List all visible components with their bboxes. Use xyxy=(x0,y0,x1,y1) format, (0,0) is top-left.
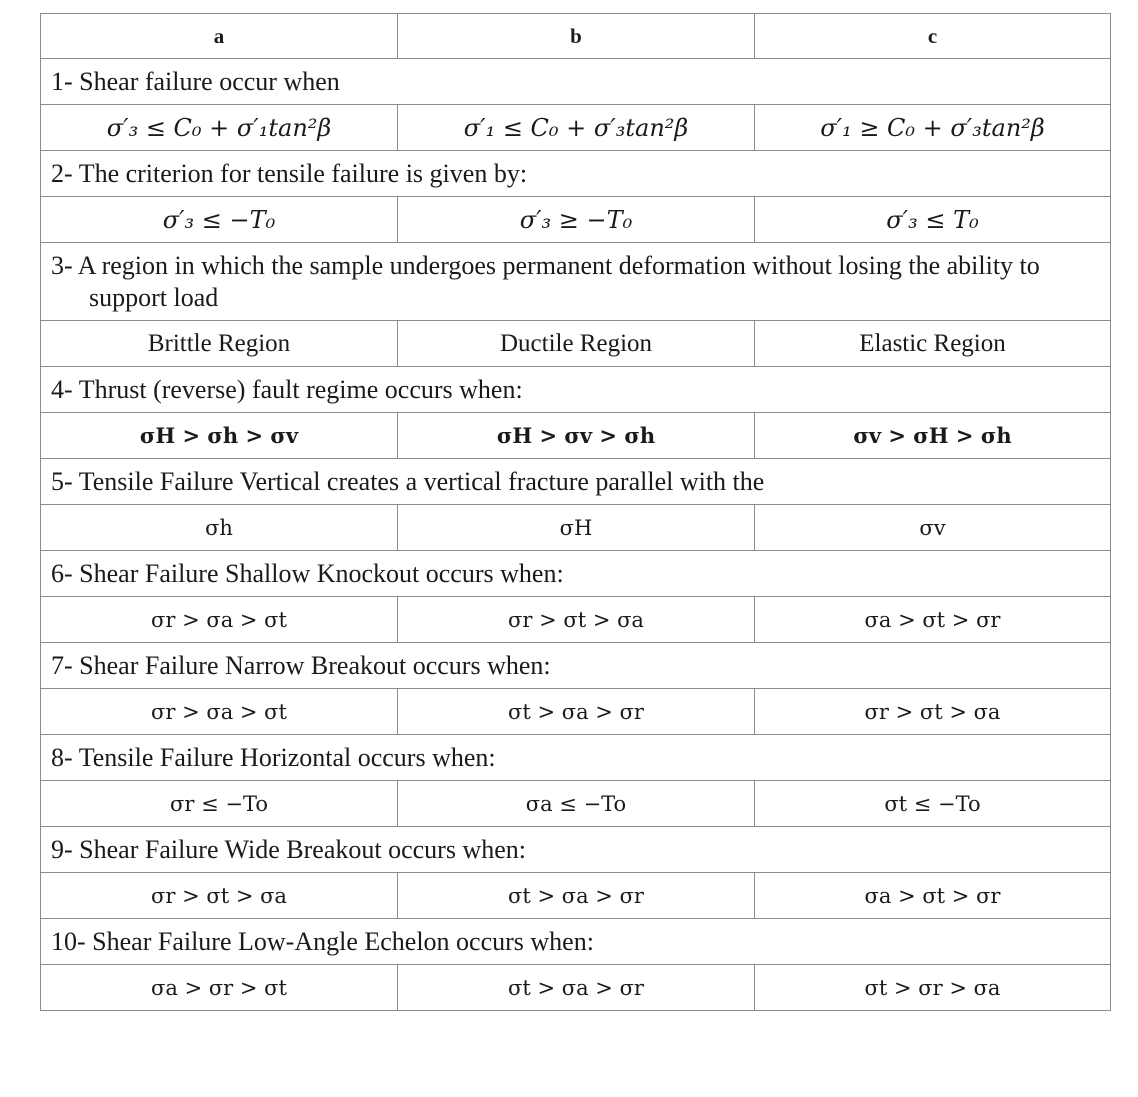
option-text-7-a: σr > σa > σt xyxy=(151,699,287,724)
question-row-4 xyxy=(41,367,1111,413)
quiz-body xyxy=(41,14,1111,1011)
question-row-6 xyxy=(41,551,1111,597)
option-text-10-c: σt > σr > σa xyxy=(864,975,1001,1000)
option-10-a[interactable] xyxy=(41,965,398,1011)
question-text-6: 6- Shear Failure Shallow Knockout occurs when: xyxy=(51,558,564,588)
option-1-b[interactable] xyxy=(398,105,755,151)
question-cell-4 xyxy=(41,367,1111,413)
option-text-5-a: σh xyxy=(205,515,233,540)
answer-row-9 xyxy=(41,873,1111,919)
header-a: a xyxy=(41,14,398,59)
question-text-2: 2- The criterion for tensile failure is given by: xyxy=(51,158,528,188)
header-c: c xyxy=(755,14,1111,59)
option-text-6-c: σa > σt > σr xyxy=(864,607,1001,632)
question-cell-9 xyxy=(41,827,1111,873)
option-text-4-b: σH > σv > σh xyxy=(496,423,656,448)
header-row xyxy=(41,14,1111,59)
option-3-b[interactable] xyxy=(398,321,755,367)
question-row-3 xyxy=(41,243,1111,321)
option-text-9-a: σr > σt > σa xyxy=(151,883,287,908)
option-5-c[interactable] xyxy=(755,505,1111,551)
option-8-a[interactable] xyxy=(41,781,398,827)
header-b: b xyxy=(398,14,755,59)
question-text-3: 3- A region in which the sample undergoes permanent deformation without losing the ability to support load xyxy=(51,250,1040,312)
question-row-2 xyxy=(41,151,1111,197)
option-text-2-a: σ′₃ ≤ −T₀ xyxy=(162,205,276,234)
option-7-b[interactable] xyxy=(398,689,755,735)
option-text-3-c: Elastic Region xyxy=(859,329,1006,357)
option-6-b[interactable] xyxy=(398,597,755,643)
option-9-c[interactable] xyxy=(755,873,1111,919)
answer-row-7 xyxy=(41,689,1111,735)
option-text-1-a: σ′₃ ≤ C₀ + σ′₁tan²β xyxy=(106,113,332,142)
option-10-b[interactable] xyxy=(398,965,755,1011)
question-row-10 xyxy=(41,919,1111,965)
option-3-c[interactable] xyxy=(755,321,1111,367)
option-text-4-c: σv > σH > σh xyxy=(853,423,1012,448)
option-10-c[interactable] xyxy=(755,965,1111,1011)
question-cell-2 xyxy=(41,151,1111,197)
question-cell-6 xyxy=(41,551,1111,597)
answer-row-3 xyxy=(41,321,1111,367)
question-cell-8 xyxy=(41,735,1111,781)
option-text-6-a: σr > σa > σt xyxy=(151,607,287,632)
question-row-9 xyxy=(41,827,1111,873)
option-text-1-c: σ′₁ ≥ C₀ + σ′₃tan²β xyxy=(820,113,1045,142)
option-text-10-a: σa > σr > σt xyxy=(151,975,287,1000)
option-text-9-c: σa > σt > σr xyxy=(864,883,1001,908)
option-text-6-b: σr > σt > σa xyxy=(508,607,644,632)
option-8-c[interactable] xyxy=(755,781,1111,827)
option-text-2-c: σ′₃ ≤ T₀ xyxy=(886,205,979,234)
option-1-a[interactable] xyxy=(41,105,398,151)
question-text-7: 7- Shear Failure Narrow Breakout occurs when: xyxy=(51,650,551,680)
question-cell-3 xyxy=(41,243,1111,321)
option-9-b[interactable] xyxy=(398,873,755,919)
answer-row-5 xyxy=(41,505,1111,551)
question-row-1 xyxy=(41,59,1111,105)
question-text-9: 9- Shear Failure Wide Breakout occurs when: xyxy=(51,834,526,864)
question-row-8 xyxy=(41,735,1111,781)
option-text-10-b: σt > σa > σr xyxy=(508,975,644,1000)
answer-row-1 xyxy=(41,105,1111,151)
quiz-table xyxy=(40,13,1111,1011)
answer-row-4 xyxy=(41,413,1111,459)
option-6-c[interactable] xyxy=(755,597,1111,643)
option-text-4-a: σH > σh > σv xyxy=(139,423,299,448)
option-text-7-b: σt > σa > σr xyxy=(508,699,644,724)
answer-row-6 xyxy=(41,597,1111,643)
option-text-7-c: σr > σt > σa xyxy=(864,699,1001,724)
option-text-8-c: σt ≤ −To xyxy=(884,791,981,816)
option-4-a[interactable] xyxy=(41,413,398,459)
question-cell-1 xyxy=(41,59,1111,105)
question-text-1: 1- Shear failure occur when xyxy=(51,66,340,96)
question-cell-10 xyxy=(41,919,1111,965)
option-text-5-c: σv xyxy=(919,515,946,540)
option-3-a[interactable] xyxy=(41,321,398,367)
question-row-7 xyxy=(41,643,1111,689)
option-7-c[interactable] xyxy=(755,689,1111,735)
question-text-5: 5- Tensile Failure Vertical creates a vertical fracture parallel with the xyxy=(51,466,765,496)
option-text-8-b: σa ≤ −To xyxy=(525,791,627,816)
question-text-8: 8- Tensile Failure Horizontal occurs when: xyxy=(51,742,496,772)
question-cell-5 xyxy=(41,459,1111,505)
option-2-c[interactable] xyxy=(755,197,1111,243)
question-text-10: 10- Shear Failure Low-Angle Echelon occurs when: xyxy=(51,926,594,956)
option-text-5-b: σH xyxy=(559,515,593,540)
option-8-b[interactable] xyxy=(398,781,755,827)
option-1-c[interactable] xyxy=(755,105,1111,151)
question-text-4: 4- Thrust (reverse) fault regime occurs when: xyxy=(51,374,523,404)
question-row-5 xyxy=(41,459,1111,505)
option-text-3-a: Brittle Region xyxy=(147,329,291,357)
option-4-c[interactable] xyxy=(755,413,1111,459)
option-2-a[interactable] xyxy=(41,197,398,243)
option-7-a[interactable] xyxy=(41,689,398,735)
option-2-b[interactable] xyxy=(398,197,755,243)
option-5-b[interactable] xyxy=(398,505,755,551)
question-cell-7 xyxy=(41,643,1111,689)
option-4-b[interactable] xyxy=(398,413,755,459)
option-text-8-a: σr ≤ −To xyxy=(170,791,268,816)
option-5-a[interactable] xyxy=(41,505,398,551)
answer-row-8 xyxy=(41,781,1111,827)
option-text-9-b: σt > σa > σr xyxy=(508,883,644,908)
option-text-2-b: σ′₃ ≥ −T₀ xyxy=(519,205,633,234)
option-text-3-b: Ductile Region xyxy=(499,329,653,357)
option-9-a[interactable] xyxy=(41,873,398,919)
option-6-a[interactable] xyxy=(41,597,398,643)
answer-row-2 xyxy=(41,197,1111,243)
answer-row-10 xyxy=(41,965,1111,1011)
option-text-1-b: σ′₁ ≤ C₀ + σ′₃tan²β xyxy=(463,113,689,142)
